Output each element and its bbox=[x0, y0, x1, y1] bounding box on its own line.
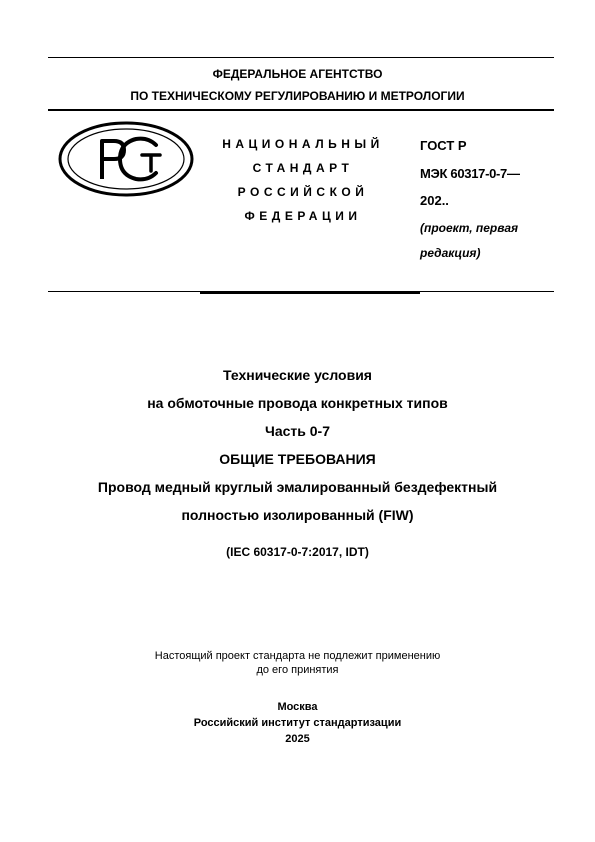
agency-line-2: ПО ТЕХНИЧЕСКОМУ РЕГУЛИРОВАНИЮ И МЕТРОЛОГИИ bbox=[130, 89, 465, 103]
national-standard-line-4: ФЕДЕРАЦИИ bbox=[244, 209, 362, 223]
footer-year: 2025 bbox=[285, 733, 310, 745]
agency-line-1: ФЕДЕРАЛЬНОЕ АГЕНТСТВО bbox=[212, 67, 383, 81]
header-rule bbox=[48, 109, 554, 111]
footer-city: Москва bbox=[277, 701, 318, 713]
iec-reference: (IEC 60317-0-7:2017, IDT) bbox=[226, 545, 369, 559]
draft-status-line-1: (проект, первая bbox=[420, 221, 519, 235]
designation-line-3: 202.. bbox=[420, 193, 449, 208]
rst-logo bbox=[56, 119, 196, 199]
title-line-5: Провод медный круглый эмалированный бездефектный bbox=[97, 479, 498, 495]
national-standard-line-2: СТАНДАРТ bbox=[252, 161, 354, 175]
title-line-2: на обмоточные провода конкретных типов bbox=[147, 395, 448, 411]
top-rule bbox=[48, 57, 554, 58]
title-line-1: Технические условия bbox=[223, 367, 372, 383]
notice-line-1: Настоящий проект стандарта не подлежит применению bbox=[154, 650, 441, 662]
bottom-rule-thick bbox=[200, 291, 420, 294]
draft-status-line-2: редакция) bbox=[420, 246, 481, 260]
national-standard-line-3: РОССИЙСКОЙ bbox=[237, 185, 369, 199]
footer-publisher: Российский институт стандартизации bbox=[193, 717, 402, 729]
title-line-4: ОБЩИЕ ТРЕБОВАНИЯ bbox=[219, 451, 376, 467]
notice-line-2: до его принятия bbox=[256, 664, 339, 676]
title-line-3: Часть 0-7 bbox=[265, 423, 330, 439]
rst-certification-mark-icon bbox=[56, 119, 196, 199]
title-line-6: полностью изолированный (FIW) bbox=[181, 507, 414, 523]
national-standard-line-1: НАЦИОНАЛЬНЫЙ bbox=[222, 137, 384, 151]
designation-line-1: ГОСТ Р bbox=[420, 138, 467, 153]
designation-line-2: МЭК 60317-0-7— bbox=[420, 166, 520, 181]
